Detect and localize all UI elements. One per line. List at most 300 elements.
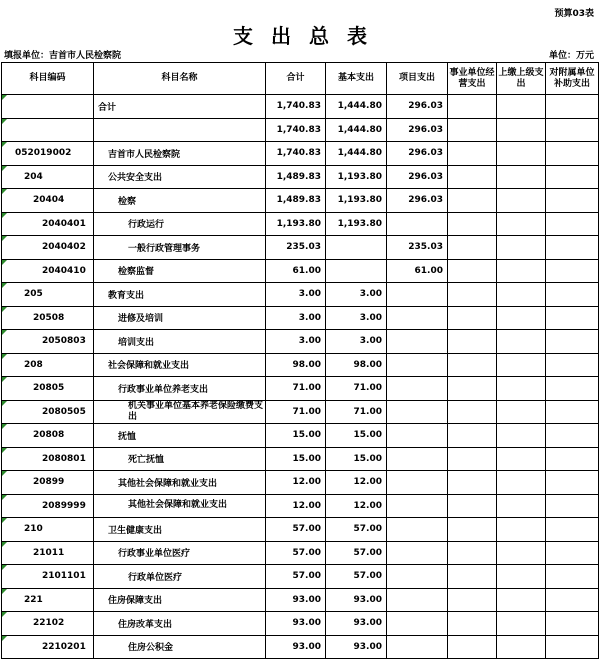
project-cell [387, 518, 448, 542]
code-cell [2, 494, 94, 518]
name-cell [94, 541, 266, 565]
basic-cell-text: 12.00 [353, 500, 382, 511]
code-cell [2, 212, 94, 236]
basic-cell-text: 1,193.80 [337, 218, 382, 229]
basic-cell [326, 377, 387, 401]
total-cell [266, 541, 326, 565]
business-cell [448, 165, 497, 189]
name-cell [94, 283, 266, 307]
subsidy-cell [546, 165, 599, 189]
col-header-basic: 基本支出 [326, 63, 387, 95]
total-cell-text: 1,489.83 [276, 195, 321, 206]
code-cell [2, 142, 94, 166]
cell-marker-icon [2, 236, 7, 241]
name-cell [94, 424, 266, 448]
basic-cell-text: 3.00 [359, 312, 382, 323]
name-cell-text: 社会保障和就业支出 [108, 361, 190, 372]
code-cell-text: 21011 [33, 547, 65, 558]
basic-cell [326, 142, 387, 166]
code-cell-text: 2040402 [42, 242, 86, 253]
code-cell [2, 95, 94, 119]
basic-cell-text: 15.00 [353, 453, 382, 464]
subsidy-cell [546, 95, 599, 119]
basic-cell-text: 93.00 [353, 594, 382, 605]
subsidy-cell [546, 142, 599, 166]
code-cell [2, 400, 94, 424]
business-cell [448, 212, 497, 236]
code-cell-text: 2050803 [42, 336, 86, 347]
total-cell [266, 377, 326, 401]
code-cell-text: 208 [24, 359, 43, 370]
basic-cell [326, 588, 387, 612]
table-row [2, 541, 599, 565]
name-cell-text: 检察 [118, 196, 137, 207]
remit-cell [497, 330, 546, 354]
basic-cell-text: 98.00 [353, 359, 382, 370]
total-cell-text: 1,489.83 [276, 171, 321, 182]
cell-marker-icon [2, 354, 7, 359]
project-cell [387, 377, 448, 401]
total-cell [266, 306, 326, 330]
remit-cell [497, 212, 546, 236]
total-cell-text: 98.00 [292, 359, 321, 370]
remit-cell [497, 283, 546, 307]
total-cell [266, 212, 326, 236]
remit-cell [497, 377, 546, 401]
total-cell-text: 71.00 [292, 406, 321, 417]
cell-marker-icon [2, 612, 7, 617]
name-cell [94, 494, 266, 518]
subsidy-cell [546, 447, 599, 471]
code-cell-text: 221 [24, 594, 43, 605]
project-cell [387, 118, 448, 142]
cell-marker-icon [2, 542, 7, 547]
cell-marker-icon [2, 166, 7, 171]
project-cell [387, 330, 448, 354]
basic-cell-text: 71.00 [353, 406, 382, 417]
name-cell-text: 公共安全支出 [108, 173, 163, 184]
code-cell-text: 22102 [33, 618, 65, 629]
name-cell-text: 行政事业单位养老支出 [118, 384, 209, 395]
name-cell [94, 635, 266, 659]
code-cell [2, 236, 94, 260]
remit-cell [497, 565, 546, 589]
project-cell [387, 400, 448, 424]
business-cell [448, 518, 497, 542]
code-cell-text: 2101101 [42, 571, 86, 582]
name-cell-text: 抚恤 [118, 431, 137, 442]
basic-cell-text: 1,444.80 [337, 148, 382, 159]
code-cell [2, 541, 94, 565]
code-cell-text: 2080801 [42, 453, 86, 464]
total-cell-text: 1,740.83 [276, 101, 321, 112]
project-cell [387, 635, 448, 659]
name-cell [94, 377, 266, 401]
remit-cell [497, 236, 546, 260]
basic-cell [326, 471, 387, 495]
remit-cell [497, 518, 546, 542]
remit-cell [497, 142, 546, 166]
code-cell-text: 20899 [33, 477, 65, 488]
total-cell [266, 518, 326, 542]
basic-cell [326, 612, 387, 636]
basic-cell [326, 95, 387, 119]
code-cell [2, 471, 94, 495]
basic-cell [326, 518, 387, 542]
cell-marker-icon [2, 636, 7, 641]
basic-cell-text: 15.00 [353, 430, 382, 441]
cell-marker-icon [2, 213, 7, 218]
total-cell [266, 400, 326, 424]
business-cell [448, 541, 497, 565]
code-cell-text: 2210201 [42, 641, 86, 652]
business-cell [448, 353, 497, 377]
table-row [2, 588, 599, 612]
col-header-code: 科目编码 [2, 63, 94, 95]
cell-marker-icon [2, 307, 7, 312]
basic-cell-text: 57.00 [353, 524, 382, 535]
code-cell [2, 377, 94, 401]
code-cell [2, 330, 94, 354]
cell-marker-icon [2, 495, 7, 500]
business-cell [448, 189, 497, 213]
remit-cell [497, 118, 546, 142]
table-row [2, 494, 599, 518]
total-cell-text: 3.00 [298, 312, 321, 323]
project-cell [387, 165, 448, 189]
subsidy-cell [546, 424, 599, 448]
total-cell-text: 93.00 [292, 594, 321, 605]
table-row [2, 330, 599, 354]
remit-cell [497, 588, 546, 612]
business-cell [448, 424, 497, 448]
name-cell [94, 212, 266, 236]
name-cell [94, 471, 266, 495]
subsidy-cell [546, 471, 599, 495]
table-row [2, 189, 599, 213]
remit-cell [497, 259, 546, 283]
subsidy-cell [546, 518, 599, 542]
basic-cell [326, 353, 387, 377]
table-row [2, 471, 599, 495]
table-row [2, 612, 599, 636]
name-cell-text: 死亡抚恤 [128, 455, 165, 466]
col-header-subsidy: 对附属单位补助支出 [546, 63, 599, 95]
total-cell [266, 259, 326, 283]
col-header-business: 事业单位经营支出 [448, 63, 497, 95]
subsidy-cell [546, 377, 599, 401]
remit-cell [497, 424, 546, 448]
remit-cell [497, 494, 546, 518]
code-cell-text: 2040401 [42, 218, 86, 229]
total-cell [266, 635, 326, 659]
code-cell-text: 210 [24, 524, 43, 535]
code-cell [2, 189, 94, 213]
table-row [2, 353, 599, 377]
business-cell [448, 283, 497, 307]
table-number: 预算03表 [554, 9, 594, 19]
name-cell-text: 住房保障支出 [108, 596, 163, 607]
total-cell-text: 1,193.80 [276, 218, 321, 229]
total-cell [266, 283, 326, 307]
basic-cell-text: 3.00 [359, 336, 382, 347]
project-cell-text: 296.03 [408, 124, 443, 135]
project-cell-text: 296.03 [408, 101, 443, 112]
remit-cell [497, 189, 546, 213]
subsidy-cell [546, 236, 599, 260]
code-cell-text: 205 [24, 289, 43, 300]
name-cell [94, 400, 266, 424]
code-cell [2, 353, 94, 377]
total-cell [266, 565, 326, 589]
cell-marker-icon [2, 471, 7, 476]
subsidy-cell [546, 118, 599, 142]
basic-cell [326, 424, 387, 448]
name-cell-text: 合计 [98, 102, 117, 113]
total-cell [266, 588, 326, 612]
cell-marker-icon [2, 401, 7, 406]
subsidy-cell [546, 283, 599, 307]
basic-cell-text: 57.00 [353, 547, 382, 558]
name-cell [94, 518, 266, 542]
code-cell-text: 2089999 [42, 500, 86, 511]
basic-cell-text: 1,444.80 [337, 101, 382, 112]
name-cell [94, 236, 266, 260]
project-cell [387, 259, 448, 283]
project-cell [387, 283, 448, 307]
table-row [2, 165, 599, 189]
total-cell [266, 471, 326, 495]
total-cell-text: 57.00 [292, 524, 321, 535]
business-cell [448, 494, 497, 518]
business-cell [448, 635, 497, 659]
basic-cell [326, 565, 387, 589]
remit-cell [497, 353, 546, 377]
remit-cell [497, 306, 546, 330]
table-row [2, 259, 599, 283]
col-header-total: 合计 [266, 63, 326, 95]
basic-cell-text: 3.00 [359, 289, 382, 300]
total-cell [266, 118, 326, 142]
remit-cell [497, 612, 546, 636]
total-cell-text: 15.00 [292, 430, 321, 441]
basic-cell [326, 635, 387, 659]
cell-marker-icon [2, 283, 7, 288]
table-row [2, 236, 599, 260]
subsidy-cell [546, 565, 599, 589]
name-cell-text: 其他社会保障和就业支出 [118, 478, 218, 489]
name-cell [94, 95, 266, 119]
name-cell [94, 353, 266, 377]
project-cell [387, 212, 448, 236]
name-cell-text: 培训支出 [118, 337, 155, 348]
currency-unit: 单位：万元 [548, 51, 594, 61]
basic-cell-text: 12.00 [353, 477, 382, 488]
table-row [2, 118, 599, 142]
total-cell-text: 15.00 [292, 453, 321, 464]
cell-marker-icon [2, 330, 7, 335]
remit-cell [497, 400, 546, 424]
basic-cell [326, 259, 387, 283]
code-cell [2, 635, 94, 659]
basic-cell-text: 1,193.80 [337, 195, 382, 206]
total-cell-text: 93.00 [292, 618, 321, 629]
basic-cell [326, 189, 387, 213]
subsidy-cell [546, 588, 599, 612]
basic-cell [326, 447, 387, 471]
name-cell-text: 教育支出 [108, 290, 145, 301]
cell-marker-icon [2, 189, 7, 194]
total-cell-text: 57.00 [292, 571, 321, 582]
col-header-name: 科目名称 [94, 63, 266, 95]
project-cell [387, 612, 448, 636]
code-cell-text: 052019002 [15, 148, 72, 159]
code-cell [2, 518, 94, 542]
name-cell-text: 机关事业单位基本养老保险缴费支出 [128, 400, 264, 422]
name-cell-text: 吉首市人民检察院 [108, 149, 181, 160]
basic-cell [326, 330, 387, 354]
remit-cell [497, 471, 546, 495]
remit-cell [497, 95, 546, 119]
remit-cell [497, 447, 546, 471]
cell-marker-icon [2, 589, 7, 594]
expenditure-table [1, 62, 599, 659]
business-cell [448, 330, 497, 354]
total-cell-text: 3.00 [298, 289, 321, 300]
col-header-remit: 上缴上级支出 [497, 63, 546, 95]
subsidy-cell [546, 612, 599, 636]
table-row [2, 283, 599, 307]
total-cell [266, 189, 326, 213]
code-cell-text: 20808 [33, 430, 65, 441]
cell-marker-icon [2, 260, 7, 265]
cell-marker-icon [2, 424, 7, 429]
business-cell [448, 142, 497, 166]
name-cell [94, 259, 266, 283]
project-cell [387, 588, 448, 612]
cell-marker-icon [2, 565, 7, 570]
total-cell [266, 330, 326, 354]
total-cell [266, 142, 326, 166]
total-cell-text: 57.00 [292, 547, 321, 558]
business-cell [448, 612, 497, 636]
cell-marker-icon [2, 518, 7, 523]
code-cell [2, 283, 94, 307]
name-cell [94, 165, 266, 189]
project-cell [387, 471, 448, 495]
remit-cell [497, 635, 546, 659]
code-cell-text: 2040410 [42, 265, 86, 276]
code-cell-text: 204 [24, 171, 43, 182]
name-cell [94, 118, 266, 142]
table-row [2, 565, 599, 589]
project-cell [387, 95, 448, 119]
business-cell [448, 447, 497, 471]
project-cell [387, 494, 448, 518]
total-cell [266, 424, 326, 448]
basic-cell [326, 541, 387, 565]
name-cell-text: 进修及培训 [118, 314, 164, 325]
basic-cell-text: 1,444.80 [337, 124, 382, 135]
remit-cell [497, 165, 546, 189]
table-row [2, 306, 599, 330]
code-cell [2, 612, 94, 636]
project-cell-text: 296.03 [408, 195, 443, 206]
project-cell [387, 353, 448, 377]
name-cell [94, 306, 266, 330]
business-cell [448, 588, 497, 612]
code-cell [2, 165, 94, 189]
project-cell [387, 447, 448, 471]
cell-marker-icon [2, 142, 7, 147]
name-cell [94, 565, 266, 589]
table-row [2, 424, 599, 448]
business-cell [448, 565, 497, 589]
total-cell [266, 612, 326, 636]
total-cell-text: 71.00 [292, 383, 321, 394]
total-cell [266, 494, 326, 518]
name-cell [94, 612, 266, 636]
code-cell-text: 2080505 [42, 406, 86, 417]
total-cell-text: 3.00 [298, 336, 321, 347]
code-cell [2, 259, 94, 283]
name-cell-text: 行政单位医疗 [128, 572, 183, 583]
basic-cell [326, 165, 387, 189]
business-cell [448, 259, 497, 283]
basic-cell-text: 71.00 [353, 383, 382, 394]
name-cell [94, 142, 266, 166]
name-cell [94, 189, 266, 213]
table-row [2, 400, 599, 424]
subsidy-cell [546, 330, 599, 354]
code-cell-text: 20404 [33, 195, 65, 206]
total-cell-text: 1,740.83 [276, 124, 321, 135]
business-cell [448, 400, 497, 424]
code-cell [2, 306, 94, 330]
name-cell-text: 其他社会保障和就业支出 [128, 500, 228, 511]
name-cell-text: 行政运行 [128, 220, 165, 231]
code-cell [2, 447, 94, 471]
business-cell [448, 306, 497, 330]
total-cell [266, 165, 326, 189]
project-cell [387, 189, 448, 213]
name-cell-text: 住房公积金 [128, 643, 174, 654]
total-cell [266, 95, 326, 119]
subsidy-cell [546, 259, 599, 283]
project-cell-text: 235.03 [408, 242, 443, 253]
business-cell [448, 377, 497, 401]
project-cell [387, 424, 448, 448]
project-cell-text: 296.03 [408, 171, 443, 182]
subsidy-cell [546, 635, 599, 659]
name-cell-text: 检察监督 [118, 267, 155, 278]
subsidy-cell [546, 189, 599, 213]
project-cell [387, 236, 448, 260]
cell-marker-icon [2, 377, 7, 382]
basic-cell [326, 400, 387, 424]
total-cell [266, 447, 326, 471]
subsidy-cell [546, 494, 599, 518]
subsidy-cell [546, 212, 599, 236]
table-row [2, 635, 599, 659]
business-cell [448, 95, 497, 119]
remit-cell [497, 541, 546, 565]
project-cell [387, 541, 448, 565]
basic-cell [326, 236, 387, 260]
total-cell-text: 235.03 [286, 242, 321, 253]
table-row [2, 212, 599, 236]
table-row [2, 377, 599, 401]
